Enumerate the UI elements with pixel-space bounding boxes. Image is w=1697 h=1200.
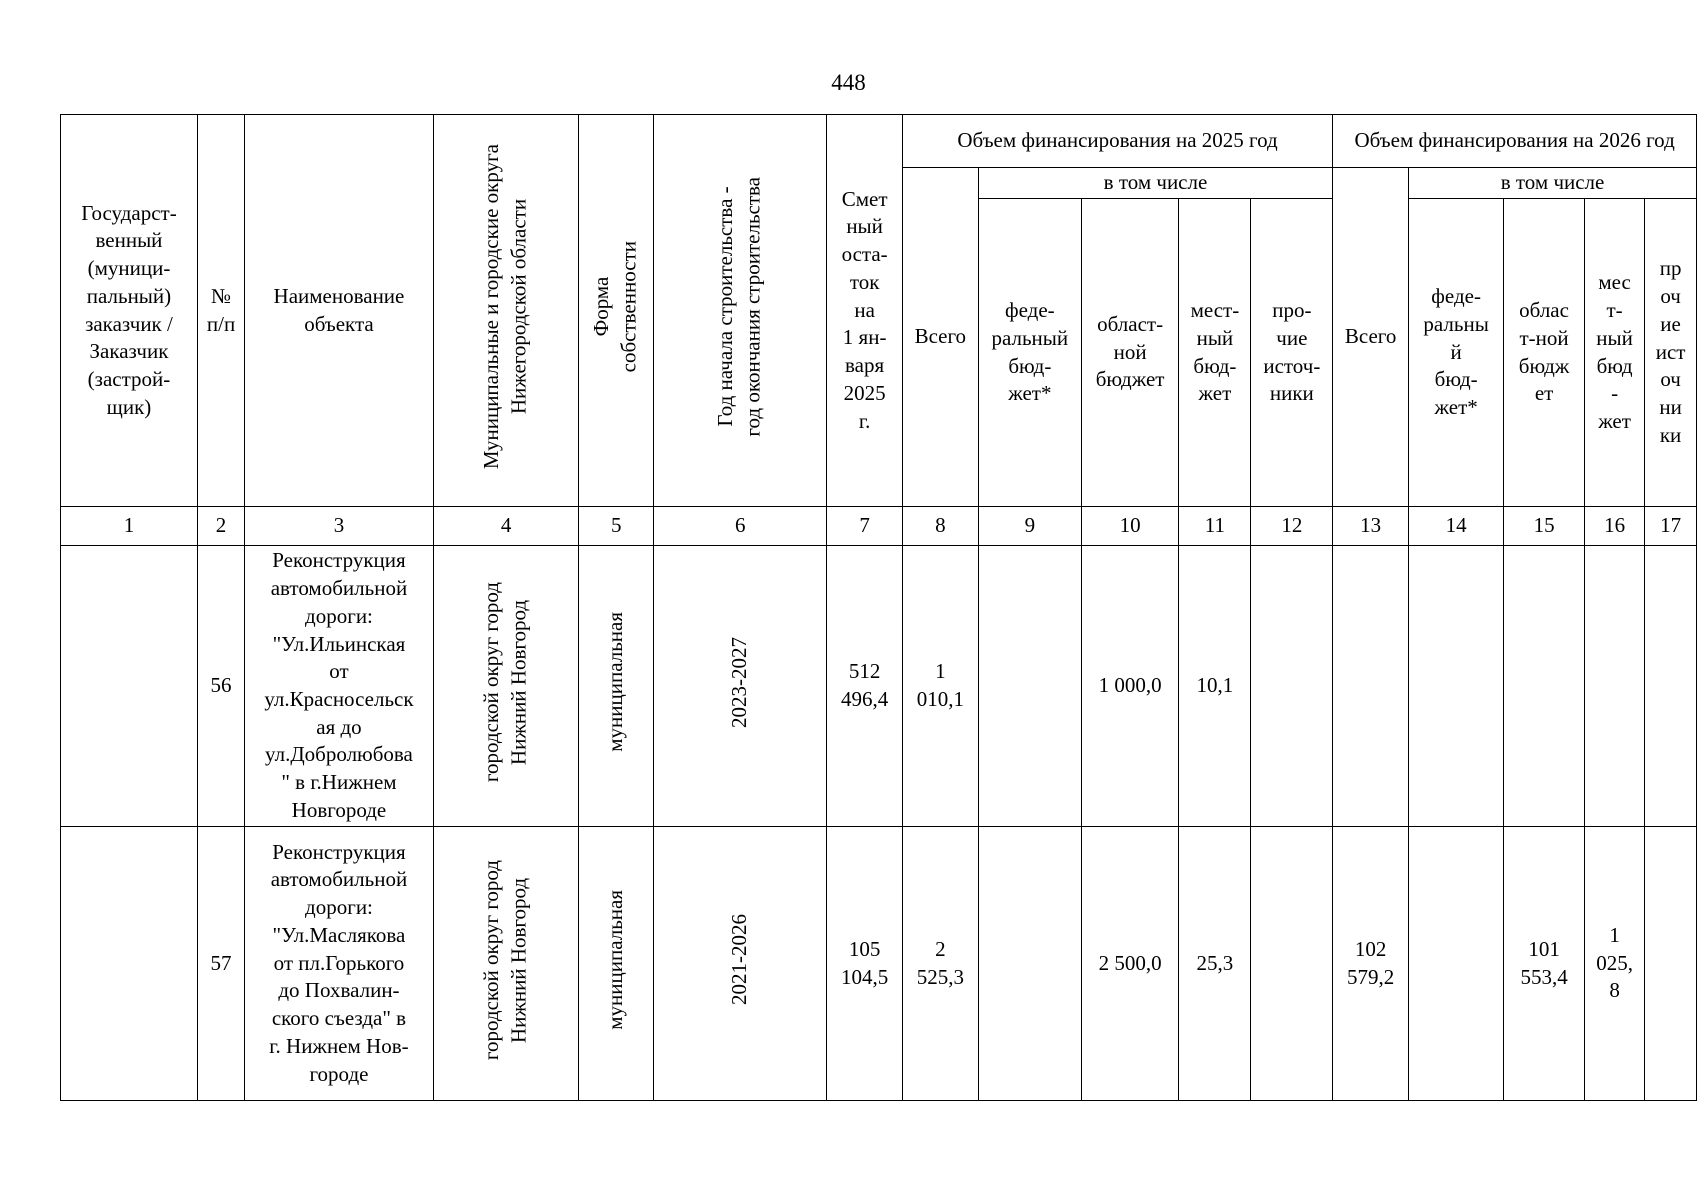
header-customer: Государст- венный (муници- пальный) заказчик / Заказчик (застрой- щик) — [61, 115, 198, 507]
municipality-cell: городской округ город Нижний Новгород — [433, 827, 579, 1101]
header-row-1 — [61, 115, 1697, 168]
other-2025-cell — [1251, 546, 1333, 827]
total-2025-cell: 1 010,1 — [902, 546, 978, 827]
other-2026-cell — [1645, 827, 1697, 1101]
header-local-2025: мест- ный бюд- жет — [1179, 199, 1251, 507]
regional-2025-cell: 2 500,0 — [1081, 827, 1178, 1101]
column-number: 15 — [1504, 507, 1585, 546]
regional-2026-cell — [1504, 546, 1585, 827]
column-number: 2 — [197, 507, 244, 546]
header-federal-2025: феде- ральный бюд- жет* — [978, 199, 1081, 507]
header-other-2025: про- чие источ- ники — [1251, 199, 1333, 507]
years-cell: 2021-2026 — [654, 827, 827, 1101]
header-regional-2026: облас т-ной бюдж ет — [1504, 199, 1585, 507]
column-number: 12 — [1251, 507, 1333, 546]
ownership-cell: муниципальная — [579, 827, 654, 1101]
header-object-name: Наименование объекта — [245, 115, 434, 507]
local-2025-cell: 10,1 — [1179, 546, 1251, 827]
column-number: 16 — [1584, 507, 1644, 546]
header-total-2026: Всего — [1333, 168, 1409, 507]
column-number: 7 — [827, 507, 903, 546]
column-number: 6 — [654, 507, 827, 546]
federal-2025-cell — [978, 546, 1081, 827]
column-number: 11 — [1179, 507, 1251, 546]
column-number: 3 — [245, 507, 434, 546]
header-including-2025: в том числе — [978, 168, 1332, 199]
column-number: 8 — [902, 507, 978, 546]
row-number-cell: 57 — [197, 827, 244, 1101]
column-number: 13 — [1333, 507, 1409, 546]
column-number-row — [61, 507, 1697, 546]
federal-2025-cell — [978, 827, 1081, 1101]
header-including-2026: в том числе — [1409, 168, 1697, 199]
column-number: 9 — [978, 507, 1081, 546]
local-2025-cell: 25,3 — [1179, 827, 1251, 1101]
row-number-cell: 56 — [197, 546, 244, 827]
remainder-cell: 512 496,4 — [827, 546, 903, 827]
page-number: 448 — [831, 70, 866, 95]
ownership-cell: муниципальная — [579, 546, 654, 827]
local-2026-cell: 1 025, 8 — [1584, 827, 1644, 1101]
column-number: 5 — [579, 507, 654, 546]
years-cell: 2023-2027 — [654, 546, 827, 827]
customer-cell — [61, 546, 198, 827]
header-years: Год начала строительства - год окончания строительства — [654, 115, 827, 507]
header-financing-2026: Объем финансирования на 2026 год — [1333, 115, 1697, 168]
header-total-2025: Всего — [902, 168, 978, 507]
federal-2026-cell — [1409, 827, 1504, 1101]
column-number: 14 — [1409, 507, 1504, 546]
customer-cell — [61, 827, 198, 1101]
header-federal-2026: феде- ральны й бюд- жет* — [1409, 199, 1504, 507]
column-number: 1 — [61, 507, 198, 546]
other-2025-cell — [1251, 827, 1333, 1101]
total-2026-cell: 102 579,2 — [1333, 827, 1409, 1101]
total-2025-cell: 2 525,3 — [902, 827, 978, 1101]
header-ownership: Форма собственности — [579, 115, 654, 507]
table-row — [61, 546, 1697, 827]
object-name-cell: Реконструкция автомобильной дороги: "Ул.Ильинская от ул.Красносельск ая до ул.Добролюбова " в г.Нижнем Новгороде — [245, 546, 434, 827]
local-2026-cell — [1584, 546, 1644, 827]
table-row — [61, 827, 1697, 1101]
header-estimate-remainder: Смет ный оста- ток на 1 ян- варя 2025 г. — [827, 115, 903, 507]
total-2026-cell — [1333, 546, 1409, 827]
column-number: 17 — [1645, 507, 1697, 546]
federal-2026-cell — [1409, 546, 1504, 827]
municipality-cell: городской округ город Нижний Новгород — [433, 546, 579, 827]
other-2026-cell — [1645, 546, 1697, 827]
header-number: № п/п — [197, 115, 244, 507]
header-other-2026: пр оч ие ист оч ни ки — [1645, 199, 1697, 507]
header-local-2026: мес т- ный бюд - жет — [1584, 199, 1644, 507]
header-financing-2025: Объем финансирования на 2025 год — [902, 115, 1332, 168]
financing-table — [60, 114, 1697, 1101]
column-number: 10 — [1081, 507, 1178, 546]
regional-2026-cell: 101 553,4 — [1504, 827, 1585, 1101]
remainder-cell: 105 104,5 — [827, 827, 903, 1101]
column-number: 4 — [433, 507, 579, 546]
header-regional-2025: област- ной бюджет — [1081, 199, 1178, 507]
object-name-cell: Реконструкция автомобильной дороги: "Ул.Маслякова от пл.Горького до Похвалин- ского съезда" в г. Нижнем Нов- городе — [245, 827, 434, 1101]
regional-2025-cell: 1 000,0 — [1081, 546, 1178, 827]
header-municipality: Муниципальные и городские округа Нижегородской области — [433, 115, 579, 507]
